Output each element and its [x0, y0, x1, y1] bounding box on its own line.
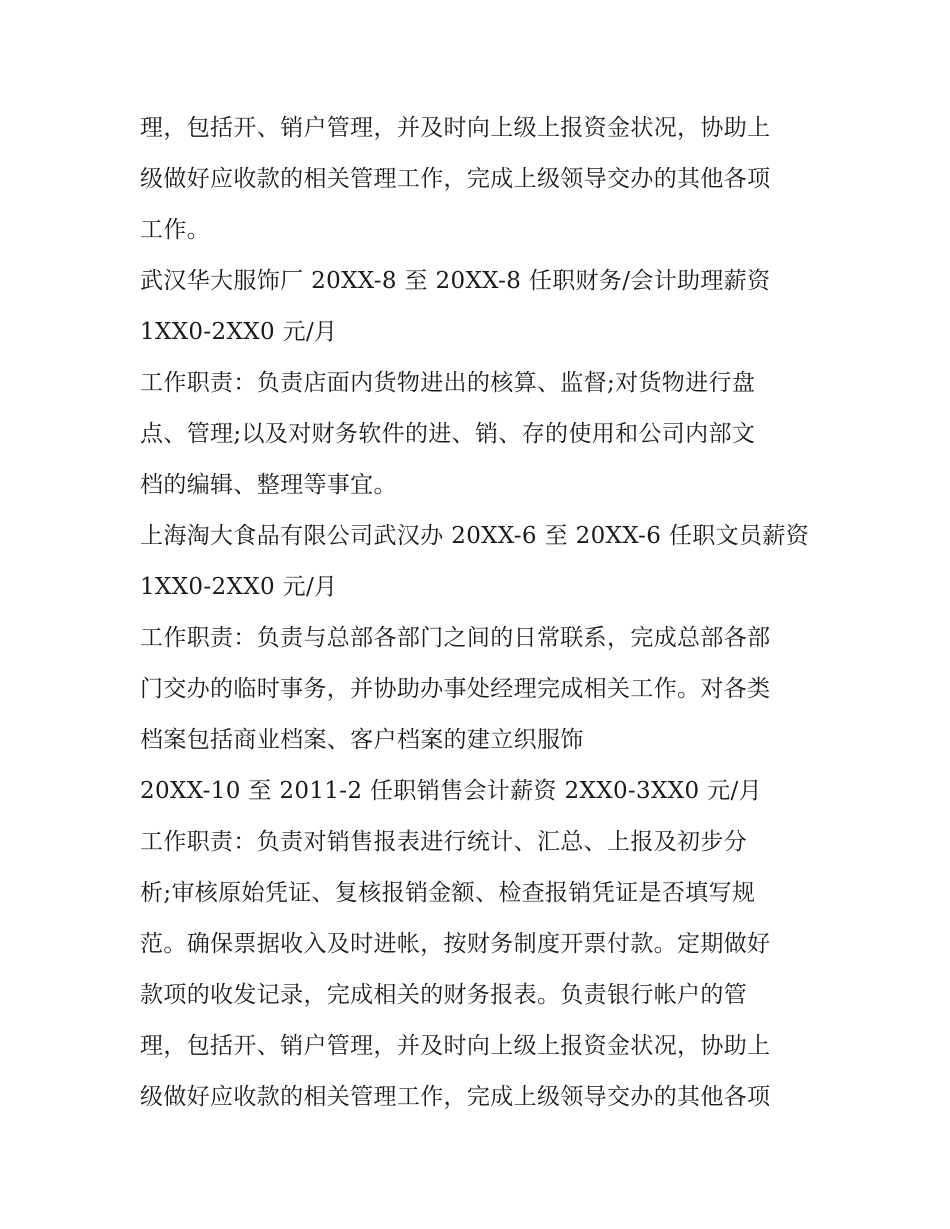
text-line: 门交办的临时事务，并协助办事处经理完成相关工作。对各类: [140, 676, 771, 702]
text-line: 武汉华大服饰厂 20XX-8 至 20XX-8 任职财务/会计助理薪资: [140, 268, 771, 294]
text-line: 款项的收发记录，完成相关的财务报表。负责银行帐户的管: [140, 982, 748, 1008]
text-line: 工作职责：负责对销售报表进行统计、汇总、上报及初步分: [140, 829, 748, 855]
text-line: 工作职责：负责与总部各部门之间的日常联系，完成总部各部: [140, 625, 771, 651]
text-line: 上海淘大食品有限公司武汉办 20XX-6 至 20XX-6 任职文员薪资: [140, 523, 810, 549]
document-body: [140, 103, 815, 1123]
text-line: 理，包括开、销户管理，并及时向上级上报资金状况，协助上: [140, 115, 771, 141]
text-line: 1XX0-2XX0 元/月: [140, 319, 338, 345]
text-line: 级做好应收款的相关管理工作，完成上级领导交办的其他各项: [140, 166, 771, 192]
text-line: 级做好应收款的相关管理工作，完成上级领导交办的其他各项: [140, 1084, 771, 1110]
text-line: 20XX-10 至 2011-2 任职销售会计薪资 2XX0-3XX0 元/月: [140, 778, 762, 804]
text-line: 范。确保票据收入及时进帐，按财务制度开票付款。定期做好: [140, 931, 771, 957]
text-line: 档的编辑、整理等事宜。: [140, 472, 397, 498]
text-line: 1XX0-2XX0 元/月: [140, 574, 338, 600]
text-line: 工作。: [140, 217, 211, 243]
text-line: 析;审核原始凭证、复核报销金额、检查报销凭证是否填写规: [140, 880, 756, 906]
text-line: 理，包括开、销户管理，并及时向上级上报资金状况，协助上: [140, 1033, 771, 1059]
text-line: 档案包括商业档案、客户档案的建立织服饰: [140, 727, 584, 753]
text-line: 点、管理;以及对财务软件的进、销、存的使用和公司内部文: [140, 421, 756, 447]
text-line: 工作职责：负责店面内货物进出的核算、监督;对货物进行盘: [140, 370, 756, 396]
